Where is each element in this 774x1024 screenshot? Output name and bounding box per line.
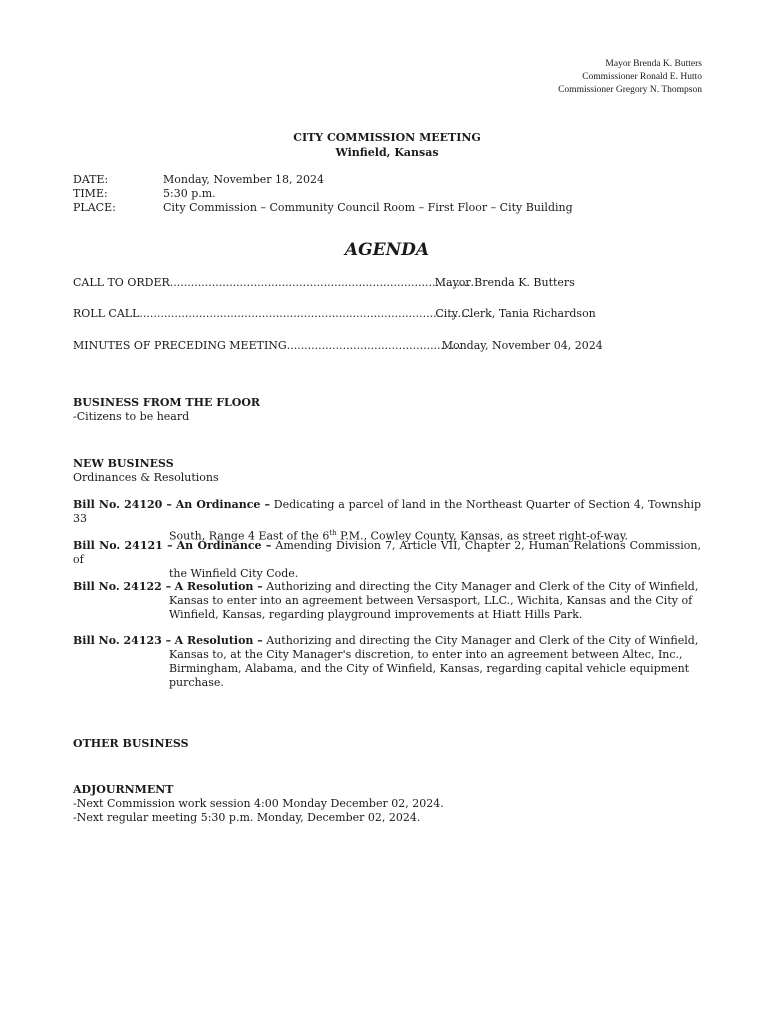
agenda-item-minutes	[73, 339, 603, 352]
date-label: DATE:	[73, 173, 109, 186]
bill-description-cont: Birmingham, Alabama, and the City of Winfield, Kansas, regarding capital vehicle equipment	[169, 662, 690, 675]
agenda-item-value: City Clerk, Tania Richardson	[435, 307, 596, 320]
leader-dots: ..................................................	[286, 339, 462, 352]
agenda-item-value: Monday, November 04, 2024	[441, 339, 603, 352]
bill-number: Bill No. 24123 –	[73, 634, 172, 647]
bill-description: Authorizing and directing the City Manager and Clerk of the City of Winfield,	[262, 634, 699, 647]
bill-description: Amending Division 7, Article VII, Chapter 2, Human Relations Commission, of	[73, 539, 702, 566]
time-label: TIME:	[73, 187, 108, 200]
date-row	[73, 173, 573, 187]
bill-description: Dedicating a parcel of land in the Northeast Quarter of Section 4, Township 33	[73, 498, 702, 525]
business-from-floor	[73, 396, 260, 424]
bill-type: An Ordinance –	[176, 539, 272, 552]
bill-description-cont: purchase.	[169, 676, 224, 689]
meeting-title: CITY COMMISSION MEETING	[293, 131, 481, 144]
date-value: Monday, November 18, 2024	[163, 173, 325, 186]
ordinal-suffix: th	[329, 529, 337, 537]
bill-24121	[73, 539, 701, 581]
new-business	[73, 457, 219, 485]
bill-description-cont: P.M., Cowley County, Kansas, as street right-of-way.	[336, 529, 629, 543]
section-heading: OTHER BUSINESS	[73, 737, 189, 750]
officials-list	[558, 58, 702, 97]
bill-description-cont: Winfield, Kansas, regarding playground improvements at Hiatt Hills Park.	[169, 608, 583, 621]
place-value: City Commission – Community Council Room – First Floor – City Building	[163, 201, 573, 214]
bill-description-cont: the Winfield City Code.	[169, 567, 299, 580]
bill-number: Bill No. 24120 –	[73, 498, 172, 511]
bill-type: A Resolution –	[174, 634, 263, 647]
bill-description-cont: Kansas to, at the City Manager's discretion, to enter into an agreement between Altec, Inc.,	[169, 648, 683, 661]
section-heading: ADJOURNMENT	[73, 783, 174, 796]
place-row	[73, 201, 573, 215]
time-row	[73, 187, 573, 201]
bill-type: An Ordinance –	[175, 498, 271, 511]
meeting-location: Winfield, Kansas	[335, 146, 439, 159]
official-commissioner-thompson: Commissioner Gregory N. Thompson	[558, 85, 702, 95]
agenda-item-label: ROLL CALL	[73, 307, 140, 320]
bill-24123	[73, 634, 701, 690]
leader-dots: .......................................................................................	[169, 276, 474, 289]
section-heading: BUSINESS FROM THE FLOOR	[73, 396, 261, 409]
agenda-title: AGENDA	[344, 240, 430, 260]
official-mayor: Mayor Brenda K. Butters	[605, 59, 702, 69]
agenda-item-call-to-order	[73, 276, 575, 289]
official-commissioner-hutto: Commissioner Ronald E. Hutto	[582, 72, 702, 82]
bill-description-cont: South, Range 4 East of the 6	[169, 529, 330, 543]
bill-description-cont: Kansas to enter into an agreement between Versasport, LLC., Wichita, Kansas and the City of	[169, 594, 693, 607]
bill-type: A Resolution –	[174, 580, 263, 593]
time-value: 5:30 p.m.	[163, 187, 216, 200]
agenda-item-label: CALL TO ORDER	[73, 276, 170, 289]
bill-number: Bill No. 24121 –	[73, 539, 173, 552]
leader-dots: ...............................................................................................	[139, 307, 472, 320]
adjournment-line: -Next regular meeting 5:30 p.m. Monday, December 02, 2024.	[73, 811, 421, 824]
section-subtext: -Citizens to be heard	[73, 410, 190, 423]
agenda-item-label: MINUTES OF PRECEDING MEETING	[73, 339, 287, 352]
bill-description: Authorizing and directing the City Manager and Clerk of the City of Winfield,	[262, 580, 699, 593]
agenda-item-value: Mayor Brenda K. Butters	[434, 276, 575, 289]
meeting-info	[73, 173, 573, 215]
other-business	[73, 737, 189, 751]
section-heading: NEW BUSINESS	[73, 457, 174, 470]
section-subtext: Ordinances & Resolutions	[73, 471, 219, 484]
bill-24120	[73, 498, 701, 544]
adjournment	[73, 783, 444, 825]
place-label: PLACE:	[73, 201, 116, 214]
bill-24122	[73, 580, 701, 622]
agenda-item-roll-call	[73, 307, 596, 320]
bill-number: Bill No. 24122 –	[73, 580, 172, 593]
meeting-heading	[0, 130, 774, 160]
adjournment-line: -Next Commission work session 4:00 Monday December 02, 2024.	[73, 797, 444, 810]
